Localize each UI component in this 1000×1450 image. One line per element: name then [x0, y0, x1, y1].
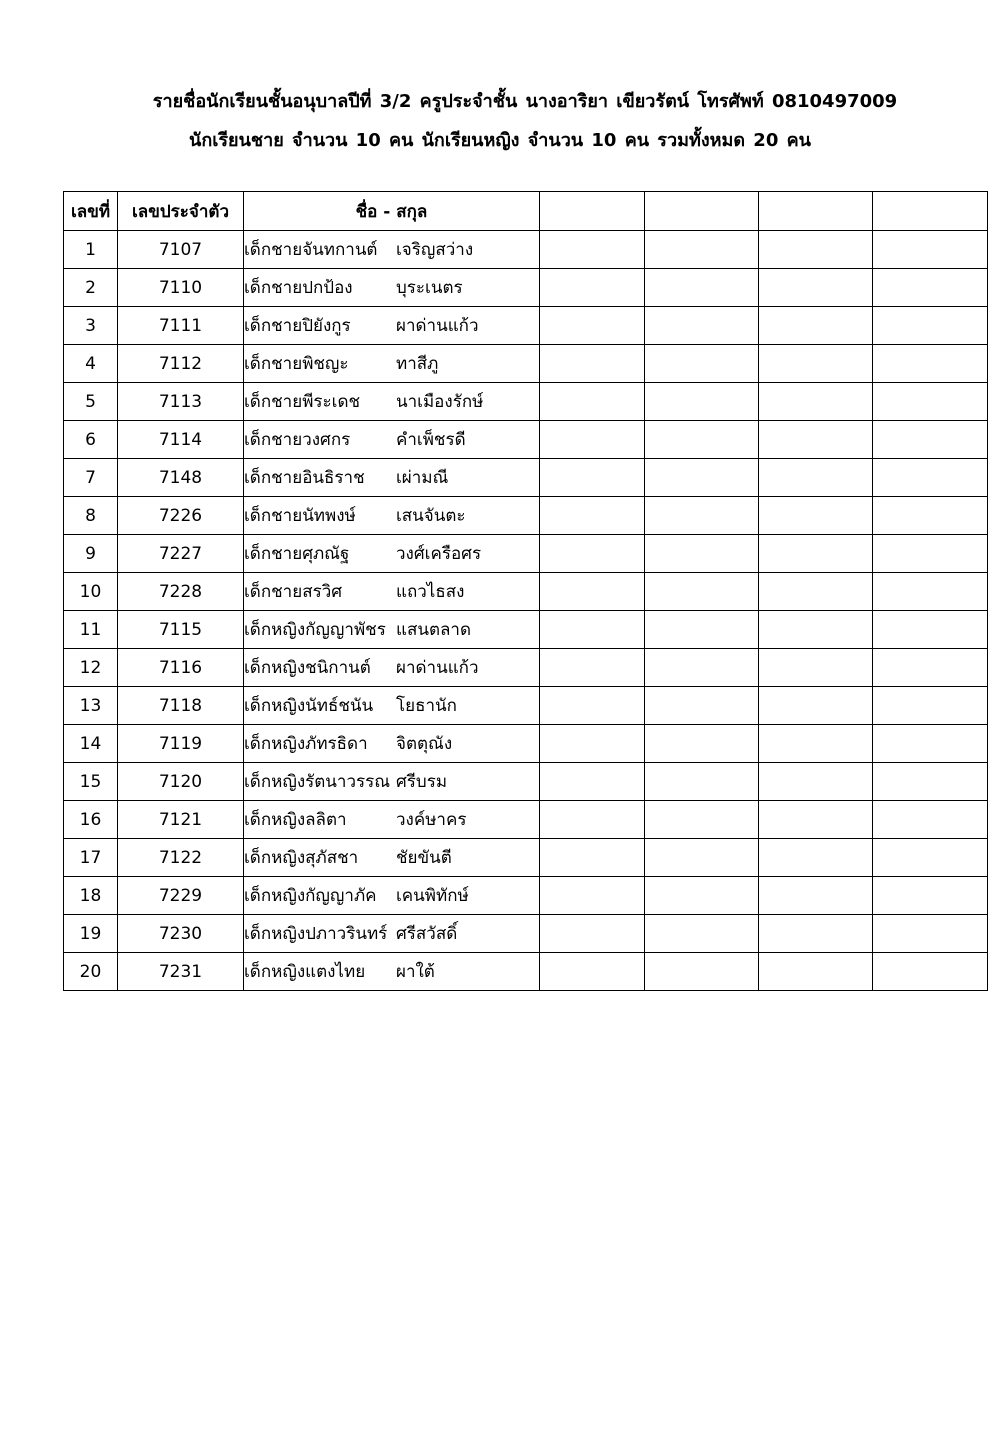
- cell-blank-2: [645, 953, 759, 991]
- table-header-row: [64, 192, 988, 231]
- cell-blank-2: [645, 421, 759, 459]
- cell-student-id: 7122: [118, 839, 244, 877]
- cell-name: [244, 383, 540, 421]
- table-row: [64, 953, 988, 991]
- cell-blank-4: [873, 345, 988, 383]
- cell-number: 6: [64, 421, 118, 459]
- last-name: นาเมืองรักษ์: [396, 392, 484, 412]
- first-name: เด็กหญิงแตงไทย: [244, 962, 366, 982]
- cell-name: [244, 231, 540, 269]
- table-row: [64, 611, 988, 649]
- last-name: โยธานัก: [396, 696, 457, 716]
- column-header-number: เลขที่: [64, 192, 118, 231]
- cell-number: 9: [64, 535, 118, 573]
- cell-number: 3: [64, 307, 118, 345]
- first-name: เด็กหญิงชนิกานต์: [244, 658, 371, 678]
- cell-student-id: 7148: [118, 459, 244, 497]
- cell-blank-4: [873, 801, 988, 839]
- cell-blank-3: [759, 269, 873, 307]
- cell-blank-2: [645, 497, 759, 535]
- cell-number: 1: [64, 231, 118, 269]
- cell-student-id: 7118: [118, 687, 244, 725]
- cell-blank-2: [645, 839, 759, 877]
- cell-blank-3: [759, 877, 873, 915]
- cell-blank-4: [873, 953, 988, 991]
- cell-blank-2: [645, 269, 759, 307]
- cell-name: [244, 839, 540, 877]
- last-name: แถวไธสง: [396, 582, 465, 602]
- cell-name: [244, 497, 540, 535]
- cell-name: [244, 611, 540, 649]
- table-row: [64, 763, 988, 801]
- cell-name: [244, 915, 540, 953]
- cell-name: [244, 421, 540, 459]
- cell-blank-4: [873, 459, 988, 497]
- cell-blank-4: [873, 573, 988, 611]
- cell-student-id: 7107: [118, 231, 244, 269]
- cell-blank-4: [873, 421, 988, 459]
- cell-number: 13: [64, 687, 118, 725]
- cell-blank-2: [645, 573, 759, 611]
- last-name: ศรีบรม: [396, 772, 448, 792]
- cell-number: 14: [64, 725, 118, 763]
- cell-name: [244, 687, 540, 725]
- cell-name: [244, 953, 540, 991]
- cell-blank-4: [873, 725, 988, 763]
- cell-number: 19: [64, 915, 118, 953]
- table-row: [64, 573, 988, 611]
- cell-blank-3: [759, 649, 873, 687]
- cell-name: [244, 763, 540, 801]
- cell-blank-1: [540, 953, 645, 991]
- last-name: คำเพ็ชรดี: [396, 430, 466, 450]
- last-name: เจริญสว่าง: [396, 240, 474, 260]
- last-name: แสนตลาด: [396, 620, 471, 640]
- cell-blank-4: [873, 535, 988, 573]
- cell-number: 2: [64, 269, 118, 307]
- cell-name: [244, 307, 540, 345]
- first-name: เด็กหญิงลลิตา: [244, 810, 347, 830]
- table-row: [64, 535, 988, 573]
- last-name: ทาสีภู: [396, 354, 439, 374]
- cell-blank-3: [759, 345, 873, 383]
- cell-blank-1: [540, 421, 645, 459]
- cell-student-id: 7116: [118, 649, 244, 687]
- cell-blank-3: [759, 915, 873, 953]
- table-row: [64, 915, 988, 953]
- cell-blank-1: [540, 459, 645, 497]
- cell-blank-4: [873, 763, 988, 801]
- first-name: เด็กชายปิยังกูร: [244, 316, 351, 336]
- table-row: [64, 269, 988, 307]
- cell-name: [244, 649, 540, 687]
- cell-name: [244, 535, 540, 573]
- cell-name: [244, 459, 540, 497]
- cell-blank-3: [759, 763, 873, 801]
- cell-student-id: 7110: [118, 269, 244, 307]
- cell-blank-2: [645, 725, 759, 763]
- first-name: เด็กหญิงกัญญาพัชร: [244, 620, 386, 640]
- cell-blank-1: [540, 915, 645, 953]
- cell-blank-4: [873, 915, 988, 953]
- first-name: เด็กหญิงรัตนาวรรณ: [244, 772, 391, 792]
- cell-blank-1: [540, 497, 645, 535]
- cell-blank-2: [645, 307, 759, 345]
- cell-blank-1: [540, 649, 645, 687]
- cell-blank-4: [873, 839, 988, 877]
- cell-name: [244, 269, 540, 307]
- cell-blank-3: [759, 535, 873, 573]
- column-header-blank-3: [759, 192, 873, 231]
- first-name: เด็กชายนัทพงษ์: [244, 506, 356, 526]
- cell-blank-3: [759, 611, 873, 649]
- cell-blank-1: [540, 611, 645, 649]
- cell-blank-1: [540, 763, 645, 801]
- first-name: เด็กชายอินธิราช: [244, 468, 365, 488]
- cell-student-id: 7229: [118, 877, 244, 915]
- last-name: ชัยขันตี: [396, 848, 452, 868]
- cell-name: [244, 801, 540, 839]
- cell-student-id: 7120: [118, 763, 244, 801]
- last-name: ผาใต้: [396, 962, 435, 982]
- first-name: เด็กหญิงนัทธ์ชนัน: [244, 696, 374, 716]
- cell-student-id: 7226: [118, 497, 244, 535]
- cell-blank-3: [759, 421, 873, 459]
- last-name: เคนพิทักษ์: [396, 886, 469, 906]
- table-row: [64, 839, 988, 877]
- cell-blank-1: [540, 345, 645, 383]
- cell-student-id: 7111: [118, 307, 244, 345]
- last-name: วงศ์เครือศร: [396, 544, 482, 564]
- last-name: เผ่ามณี: [396, 468, 449, 488]
- cell-blank-2: [645, 345, 759, 383]
- cell-blank-3: [759, 953, 873, 991]
- cell-blank-2: [645, 649, 759, 687]
- cell-blank-3: [759, 459, 873, 497]
- cell-blank-1: [540, 231, 645, 269]
- cell-blank-2: [645, 687, 759, 725]
- first-name: เด็กชายจันทกานต์: [244, 240, 378, 260]
- student-roster-table: [63, 191, 988, 991]
- cell-blank-3: [759, 725, 873, 763]
- table-row: [64, 459, 988, 497]
- cell-blank-3: [759, 801, 873, 839]
- cell-student-id: 7228: [118, 573, 244, 611]
- cell-blank-3: [759, 573, 873, 611]
- table-row: [64, 345, 988, 383]
- cell-blank-3: [759, 687, 873, 725]
- cell-number: 4: [64, 345, 118, 383]
- cell-blank-1: [540, 383, 645, 421]
- table-row: [64, 497, 988, 535]
- cell-blank-4: [873, 649, 988, 687]
- cell-blank-4: [873, 497, 988, 535]
- first-name: เด็กชายสรวิศ: [244, 582, 343, 602]
- first-name: เด็กหญิงสุภัสชา: [244, 848, 359, 868]
- cell-blank-2: [645, 231, 759, 269]
- cell-student-id: 7112: [118, 345, 244, 383]
- cell-blank-4: [873, 877, 988, 915]
- cell-number: 15: [64, 763, 118, 801]
- table-row: [64, 687, 988, 725]
- cell-student-id: 7114: [118, 421, 244, 459]
- cell-blank-1: [540, 269, 645, 307]
- table-row: [64, 649, 988, 687]
- cell-blank-1: [540, 535, 645, 573]
- cell-blank-1: [540, 687, 645, 725]
- cell-student-id: 7231: [118, 953, 244, 991]
- cell-blank-1: [540, 801, 645, 839]
- table-row: [64, 383, 988, 421]
- last-name: ผาด่านแก้ว: [396, 658, 479, 678]
- cell-blank-4: [873, 269, 988, 307]
- cell-blank-2: [645, 877, 759, 915]
- cell-blank-2: [645, 611, 759, 649]
- column-header-blank-2: [645, 192, 759, 231]
- cell-number: 11: [64, 611, 118, 649]
- cell-number: 16: [64, 801, 118, 839]
- cell-blank-4: [873, 307, 988, 345]
- first-name: เด็กชายพีระเดช: [244, 392, 361, 412]
- table-row: [64, 307, 988, 345]
- cell-name: [244, 345, 540, 383]
- cell-number: 10: [64, 573, 118, 611]
- last-name: วงค์ษาคร: [396, 810, 467, 830]
- first-name: เด็กหญิงภัทรธิดา: [244, 734, 368, 754]
- last-name: เสนจันตะ: [396, 506, 466, 526]
- first-name: เด็กหญิงปภาวรินทร์: [244, 924, 388, 944]
- cell-blank-3: [759, 839, 873, 877]
- first-name: เด็กชายศุภณัฐ: [244, 544, 350, 564]
- last-name: จิตตุณัง: [396, 734, 453, 754]
- cell-student-id: 7115: [118, 611, 244, 649]
- cell-student-id: 7121: [118, 801, 244, 839]
- last-name: บุระเนตร: [396, 278, 463, 298]
- cell-number: 18: [64, 877, 118, 915]
- cell-blank-4: [873, 611, 988, 649]
- first-name: เด็กชายปกป้อง: [244, 278, 353, 298]
- cell-blank-1: [540, 725, 645, 763]
- table-row: [64, 801, 988, 839]
- cell-blank-1: [540, 877, 645, 915]
- cell-name: [244, 573, 540, 611]
- column-header-name: ชื่อ - สกุล: [244, 192, 540, 231]
- cell-blank-4: [873, 687, 988, 725]
- title-line-2: นักเรียนชาย จำนวน 10 คน นักเรียนหญิง จำนวน 10 คน รวมทั้งหมด 20 คน: [189, 130, 811, 151]
- cell-number: 20: [64, 953, 118, 991]
- column-header-blank-4: [873, 192, 988, 231]
- cell-blank-3: [759, 383, 873, 421]
- cell-number: 5: [64, 383, 118, 421]
- column-header-blank-1: [540, 192, 645, 231]
- cell-student-id: 7227: [118, 535, 244, 573]
- cell-blank-2: [645, 459, 759, 497]
- cell-blank-3: [759, 497, 873, 535]
- cell-blank-1: [540, 307, 645, 345]
- column-header-student-id: เลขประจำตัว: [118, 192, 244, 231]
- cell-student-id: 7113: [118, 383, 244, 421]
- first-name: เด็กหญิงกัญญาภัค: [244, 886, 377, 906]
- cell-blank-3: [759, 231, 873, 269]
- cell-blank-4: [873, 383, 988, 421]
- table-row: [64, 877, 988, 915]
- cell-blank-4: [873, 231, 988, 269]
- cell-name: [244, 877, 540, 915]
- cell-name: [244, 725, 540, 763]
- first-name: เด็กชายวงศกร: [244, 430, 351, 450]
- cell-number: 17: [64, 839, 118, 877]
- last-name: ศรีสวัสดิ์: [396, 924, 458, 944]
- cell-student-id: 7119: [118, 725, 244, 763]
- cell-blank-2: [645, 801, 759, 839]
- cell-blank-1: [540, 573, 645, 611]
- first-name: เด็กชายพิชญะ: [244, 354, 349, 374]
- cell-blank-2: [645, 535, 759, 573]
- cell-blank-2: [645, 915, 759, 953]
- title-line-1: รายชื่อนักเรียนชั้นอนุบาลปีที่ 3/2 ครูประจำชั้น นางอาริยา เขียวรัตน์ โทรศัพท์ 0810497009: [152, 91, 898, 112]
- table-row: [64, 421, 988, 459]
- cell-blank-3: [759, 307, 873, 345]
- cell-number: 8: [64, 497, 118, 535]
- table-row: [64, 231, 988, 269]
- cell-number: 12: [64, 649, 118, 687]
- cell-blank-1: [540, 839, 645, 877]
- cell-blank-2: [645, 763, 759, 801]
- table-body: [64, 231, 988, 991]
- cell-student-id: 7230: [118, 915, 244, 953]
- table-row: [64, 725, 988, 763]
- last-name: ผาด่านแก้ว: [396, 316, 479, 336]
- cell-blank-2: [645, 383, 759, 421]
- cell-number: 7: [64, 459, 118, 497]
